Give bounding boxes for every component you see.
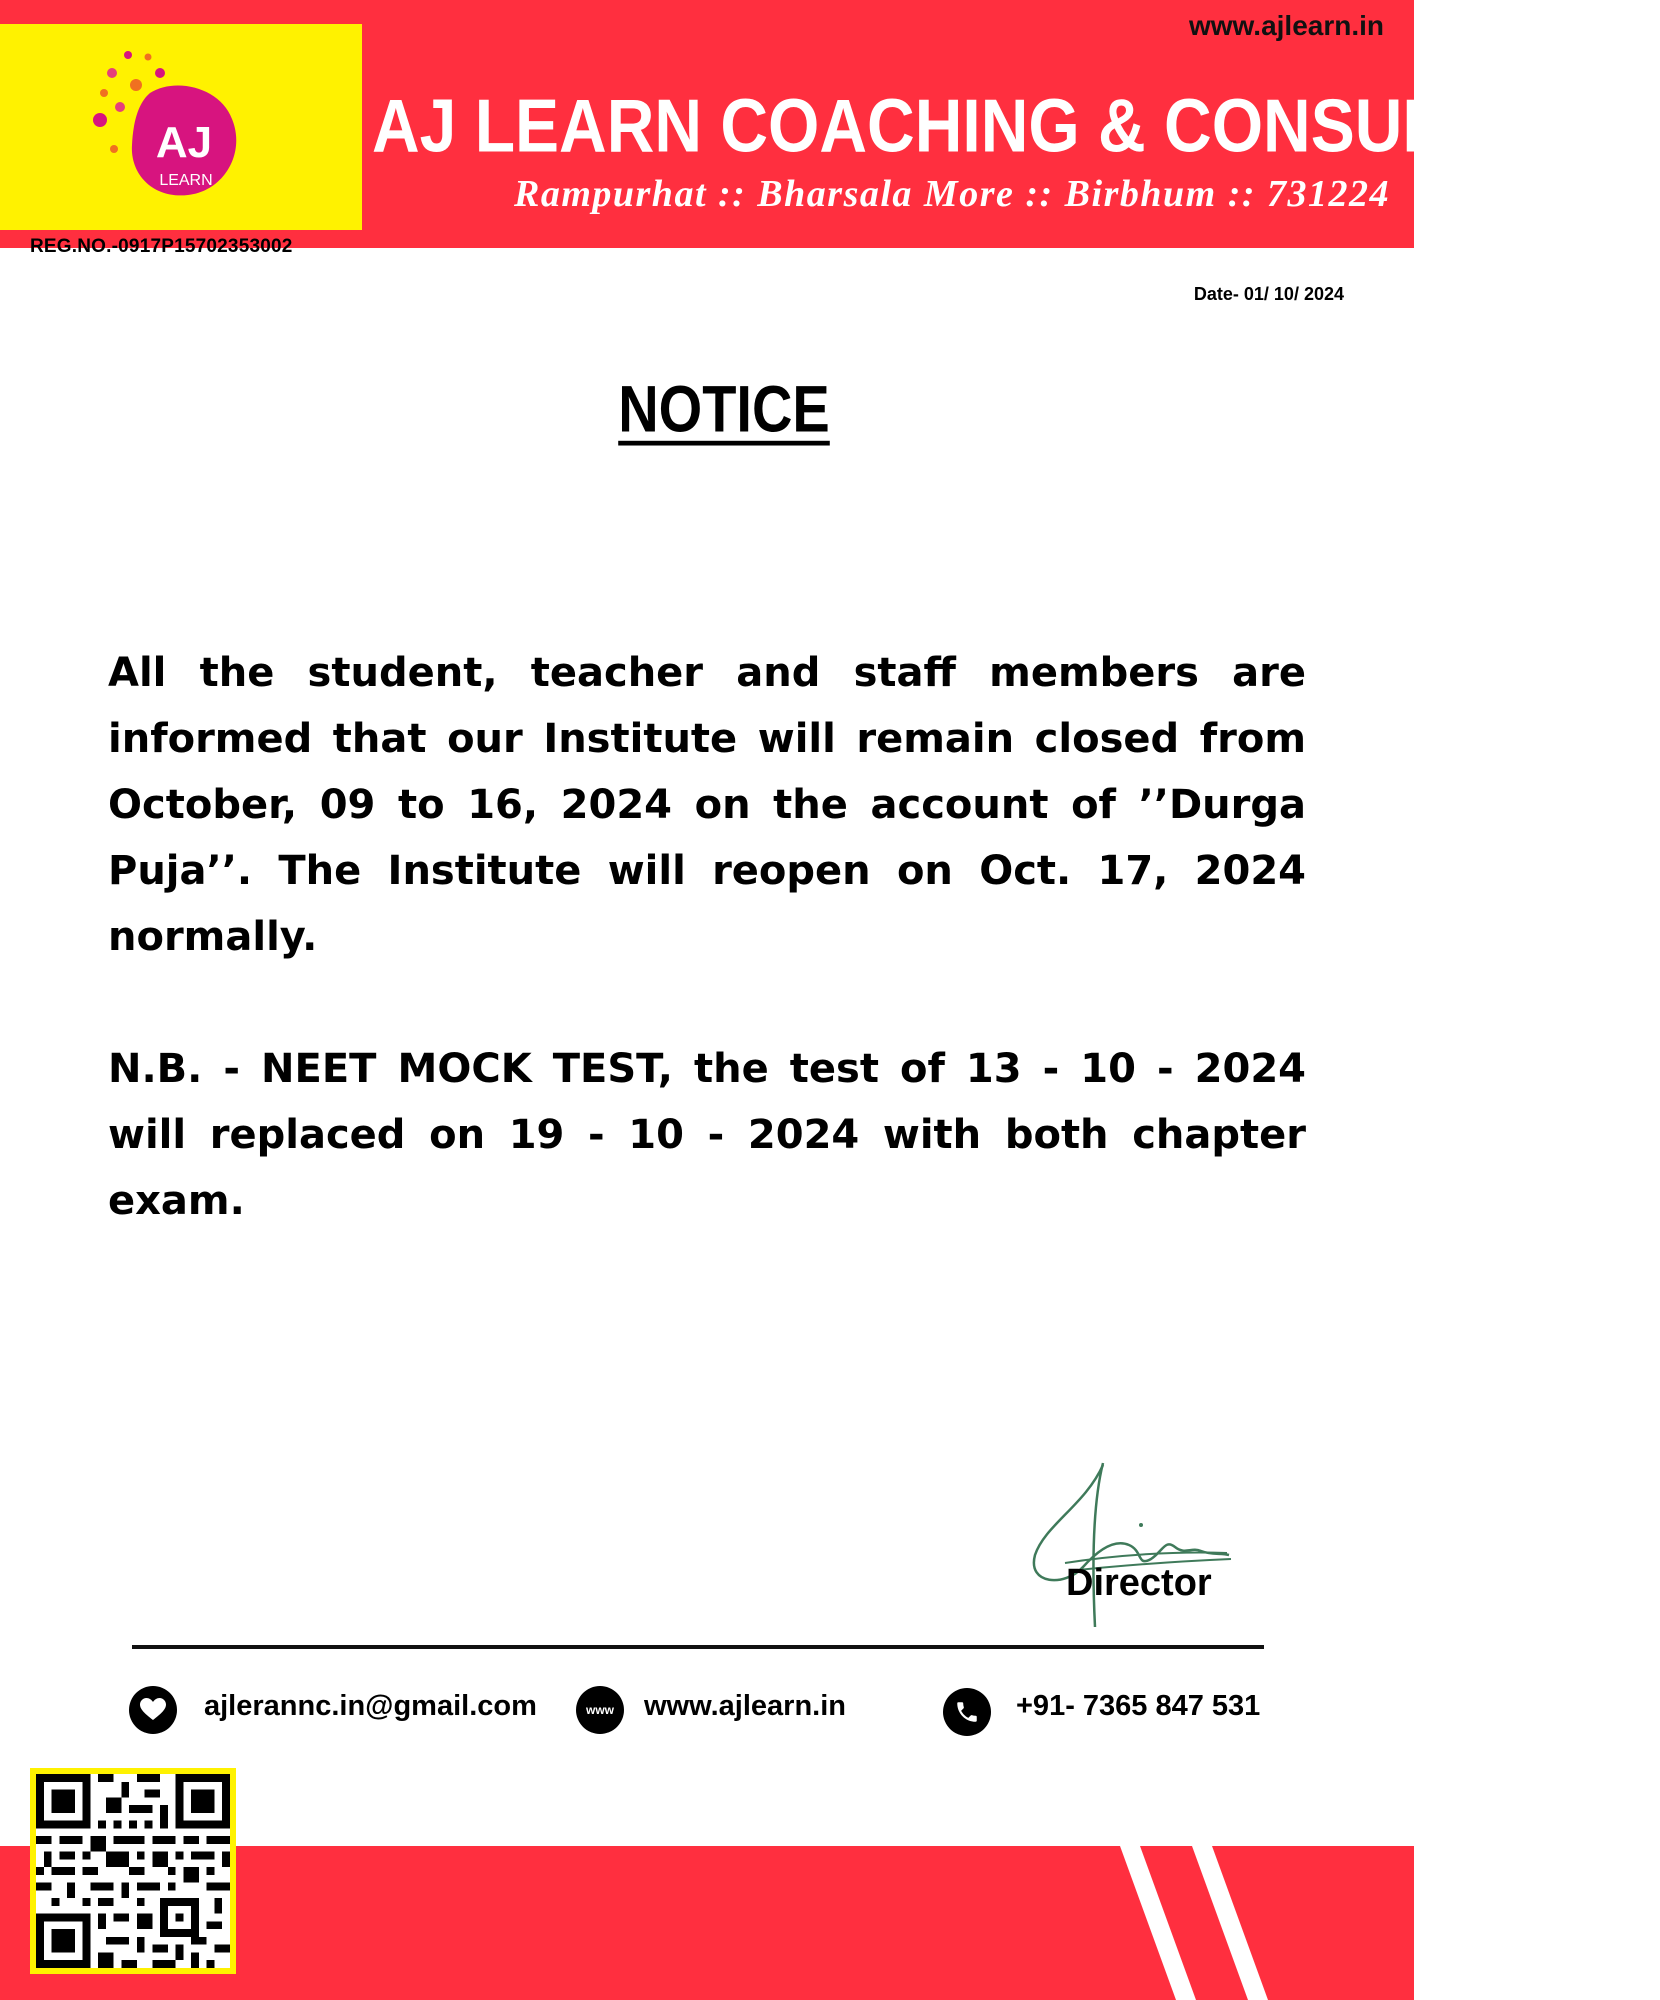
- footer-divider: [132, 1645, 1264, 1649]
- notice-date: Date- 01/ 10/ 2024: [1193, 284, 1344, 304]
- contact-website[interactable]: www.ajlearn.in: [644, 1690, 846, 1722]
- signatory-title: Director: [1066, 1562, 1212, 1604]
- aj-learn-logo: [90, 45, 270, 205]
- header-website[interactable]: www.ajlearn.in: [1188, 10, 1384, 41]
- qr-code[interactable]: [30, 1768, 236, 1974]
- contact-phone[interactable]: +91- 7365 847 531: [1016, 1690, 1261, 1722]
- svg-text:AJ: AJ: [155, 118, 213, 167]
- qr-code-pattern: [36, 1774, 230, 1968]
- contact-email[interactable]: ajlerannc.in@gmail.com: [204, 1690, 537, 1722]
- notice-paragraph-1: All the student, teacher and staff members are informed that our Institute will remain closed from October, 09 to 16, 2024 on the account of ’’Durga Puja’’. The Institute will reopen on Oct. 17, 2024 normally.: [108, 650, 1306, 960]
- heart-icon: [129, 1686, 177, 1734]
- globe-www-icon: www: [576, 1686, 624, 1734]
- registration-number: REG.NO.-0917P15702353002: [30, 236, 293, 257]
- svg-text:LEARN: LEARN: [159, 172, 213, 189]
- notice-title: NOTICE: [618, 371, 830, 446]
- phone-icon: [943, 1688, 991, 1736]
- organization-name: AJ LEARN COACHING & CONSULTANCY: [372, 83, 1660, 168]
- notice-paragraph-2: N.B. - NEET MOCK TEST, the test of 13 - 10 - 2024 will replaced on 19 - 10 - 2024 with both chapter exam.: [108, 1046, 1306, 1224]
- organization-address: Rampurhat :: Bharsala More :: Birbhum :: 731224: [513, 173, 1390, 215]
